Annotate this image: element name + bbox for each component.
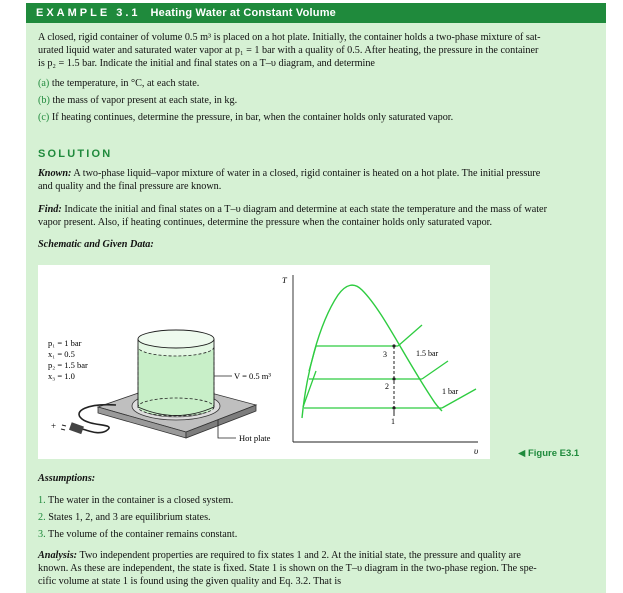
assumption-item bbox=[38, 509, 594, 526]
example-page bbox=[26, 3, 606, 593]
figure-drawing bbox=[38, 265, 490, 459]
item-text: the temperature, in °C, at each state. bbox=[51, 78, 200, 89]
problem-item bbox=[38, 75, 594, 92]
known-line-1: A two-phase liquid–vapor mixture of water in a closed, rigid container is heated on a hot plate. The initial pressure bbox=[73, 168, 541, 179]
item-label: (b) bbox=[38, 95, 50, 106]
assumption-text: The water in the container is a closed system. bbox=[48, 495, 234, 506]
problem-line-2: urated liquid water and saturated water vapor at p₁ = 1 bar with a quality of 0.5. After heating, the pressure in the container bbox=[38, 45, 539, 56]
example-title: Heating Water at Constant Volume bbox=[150, 7, 337, 19]
assumptions-list bbox=[38, 492, 594, 543]
analysis-section bbox=[38, 549, 594, 588]
known-label: Known: bbox=[38, 168, 72, 179]
problem-item bbox=[38, 109, 594, 126]
assumptions-heading: Assumptions: bbox=[38, 473, 96, 484]
item-text: the mass of vapor present at each state, in kg. bbox=[52, 95, 238, 106]
assumption-number: 2. bbox=[38, 512, 46, 523]
assumption-number: 1. bbox=[38, 495, 46, 506]
hot-plate-label: Hot plate bbox=[239, 433, 271, 443]
axis-t-label: T bbox=[282, 275, 287, 285]
item-text: If heating continues, determine the pressure, in bar, when the container holds only saturated vapor. bbox=[51, 112, 454, 123]
find-line-2: vapor present. Also, if heating continues, determine the pressure when the container holds only saturated vapor. bbox=[38, 217, 493, 228]
schematic-label: Schematic and Given Data: bbox=[38, 239, 154, 250]
given-p2: p₂ = 1.5 bar bbox=[48, 360, 88, 370]
assumption-item bbox=[38, 526, 594, 543]
problem-statement bbox=[38, 31, 594, 70]
item-label: (c) bbox=[38, 112, 50, 123]
example-number: EXAMPLE 3.1 bbox=[36, 7, 141, 19]
analysis-line-1: Two independent properties are required to fix states 1 and 2. At the initial state, the pressure and quality are bbox=[79, 550, 521, 561]
given-x1: x₁ = 0.5 bbox=[48, 349, 75, 359]
assumption-text: States 1, 2, and 3 are equilibrium states. bbox=[48, 512, 211, 523]
assumption-item bbox=[38, 492, 594, 509]
analysis-line-2: known. As these are independent, the state is fixed. State 1 is shown on the T–υ diagram in the two-phase region. The spe- bbox=[38, 563, 537, 574]
known-line-2: and quality and the final pressure are known. bbox=[38, 181, 222, 192]
isobar-high-label: 1.5 bar bbox=[416, 349, 439, 358]
state-1-label: 1 bbox=[391, 417, 395, 426]
find-line-1: Indicate the initial and final states on a T–υ diagram and determine at each state the temperature and the mass of water bbox=[64, 204, 547, 215]
axis-v-label: υ bbox=[474, 446, 479, 456]
figure-caption: ◀ Figure E3.1 bbox=[518, 448, 580, 459]
solution-heading: SOLUTION bbox=[38, 148, 113, 160]
given-p1: p₁ = 1 bar bbox=[48, 338, 82, 348]
problem-item bbox=[38, 92, 594, 109]
problem-line-3: is p₂ = 1.5 bar. Indicate the initial and final states on a T–υ diagram, and determine bbox=[38, 58, 375, 69]
example-header bbox=[26, 3, 606, 23]
find-section bbox=[38, 203, 594, 229]
volume-label: V = 0.5 m³ bbox=[234, 371, 271, 381]
analysis-line-3: cific volume at state 1 is found using the given quality and Eq. 3.2. That is bbox=[38, 576, 342, 587]
item-label: (a) bbox=[38, 78, 50, 89]
state-3-label: 3 bbox=[383, 350, 387, 359]
problem-items bbox=[38, 75, 594, 126]
state-2-label: 2 bbox=[385, 382, 389, 391]
analysis-label: Analysis: bbox=[38, 550, 78, 561]
assumption-number: 3. bbox=[38, 529, 46, 540]
assumption-text: The volume of the container remains constant. bbox=[48, 529, 238, 540]
given-x3: x₃ = 1.0 bbox=[48, 371, 75, 381]
isobar-low-label: 1 bar bbox=[442, 387, 459, 396]
find-label: Find: bbox=[38, 204, 62, 215]
problem-line-1: A closed, rigid container of volume 0.5 m³ is placed on a hot plate. Initially, the container holds a two-phase mixture of sat- bbox=[38, 32, 541, 43]
figure-e3-1 bbox=[38, 265, 490, 459]
known-section bbox=[38, 167, 594, 193]
svg-text:+: + bbox=[51, 421, 57, 431]
